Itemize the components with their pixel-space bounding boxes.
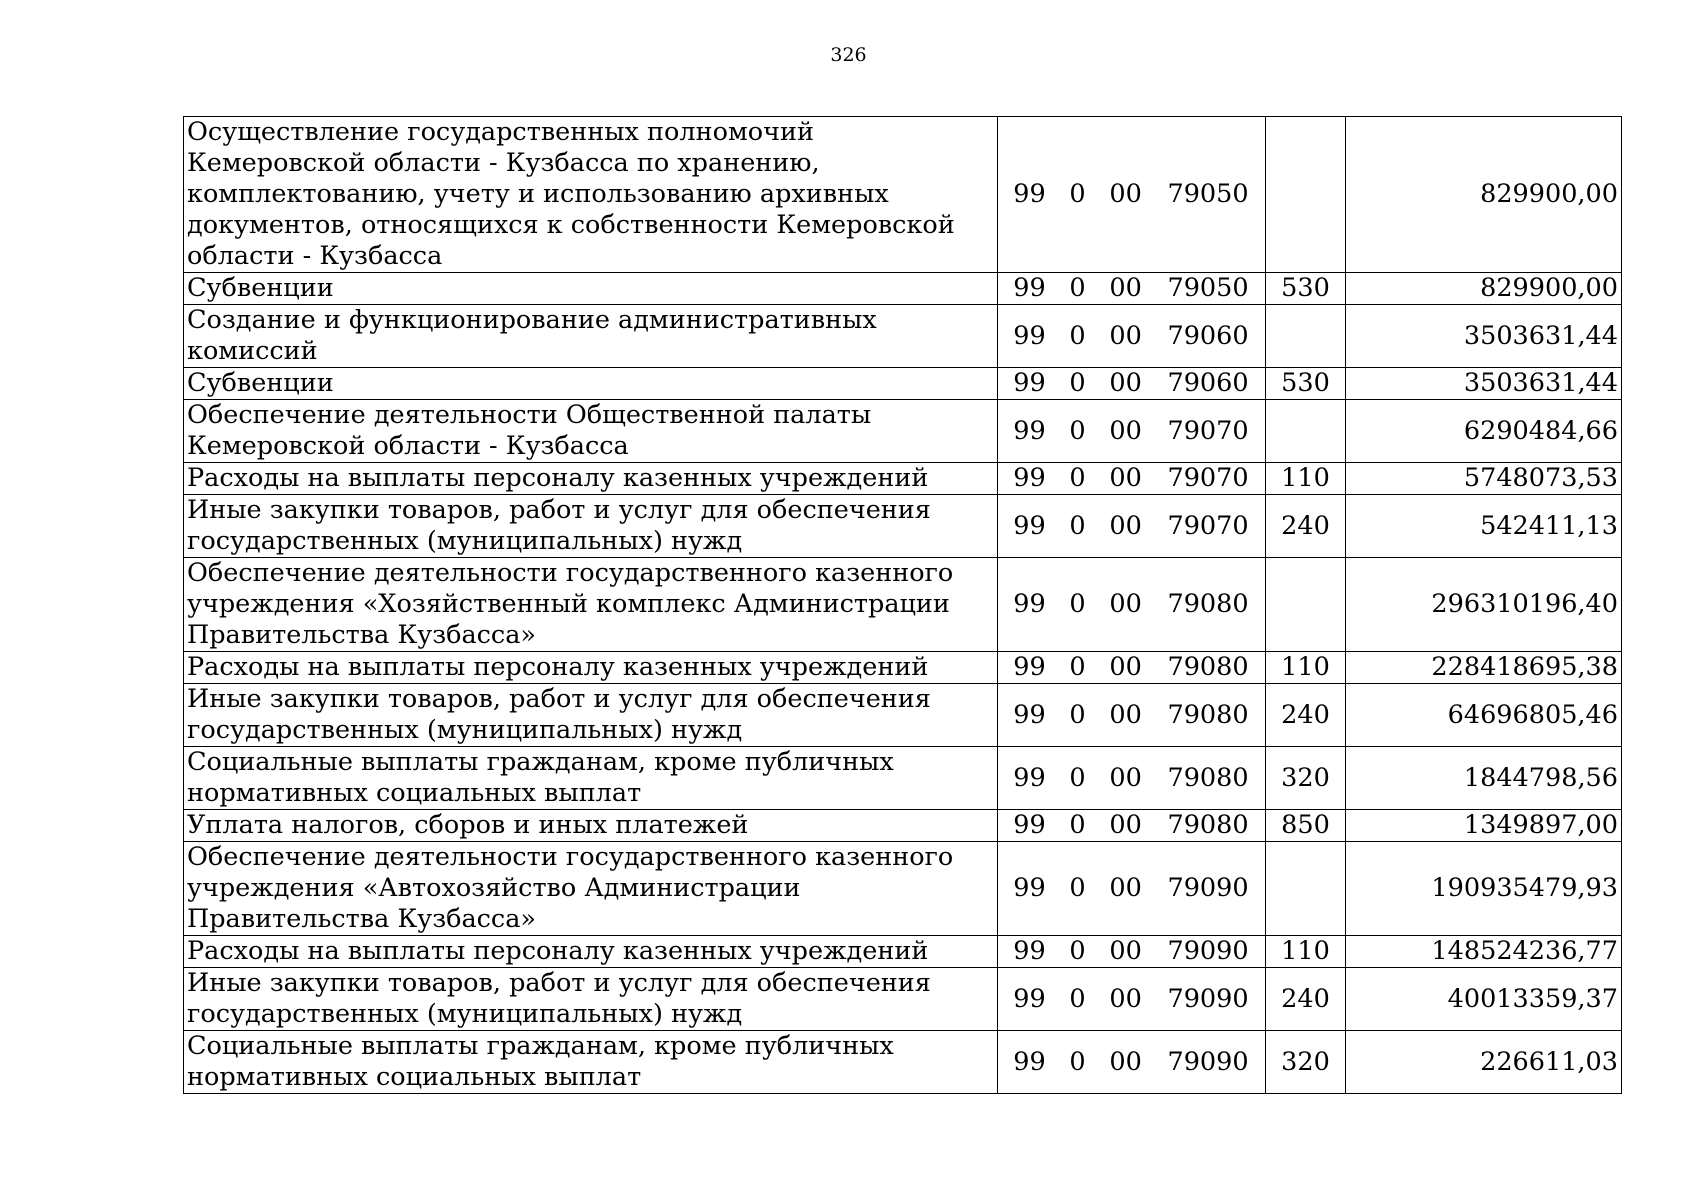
expense-name: Иные закупки товаров, работ и услуг для обеспечения государственных (муниципальных) нужд — [184, 968, 998, 1031]
table-row — [184, 810, 1622, 842]
target-article-code — [998, 747, 1266, 810]
amount: 148524236,77 — [1346, 936, 1622, 968]
code-part-c4: 79080 — [1167, 699, 1249, 730]
budget-table-body — [184, 117, 1622, 1094]
code-part-c1: 99 — [1013, 652, 1046, 682]
target-article-code — [998, 1031, 1266, 1094]
code-part-c3: 00 — [1109, 652, 1142, 682]
amount: 226611,03 — [1346, 1031, 1622, 1094]
expense-name: Расходы на выплаты персоналу казенных учреждений — [184, 463, 998, 495]
expense-type-code — [1266, 400, 1346, 463]
code-part-c3: 00 — [1109, 510, 1142, 541]
code-part-c2: 0 — [1069, 415, 1086, 446]
target-article-code — [998, 810, 1266, 842]
table-row — [184, 652, 1622, 684]
amount: 64696805,46 — [1346, 684, 1622, 747]
table-row — [184, 558, 1622, 652]
amount: 829900,00 — [1346, 117, 1622, 273]
code-part-c1: 99 — [1013, 589, 1046, 619]
code-part-c4: 79080 — [1167, 810, 1249, 840]
amount: 542411,13 — [1346, 495, 1622, 558]
budget-table — [183, 116, 1622, 1094]
code-part-c2: 0 — [1069, 873, 1086, 903]
table-row — [184, 747, 1622, 810]
target-article-code — [998, 463, 1266, 495]
code-part-c3: 00 — [1109, 983, 1142, 1014]
amount: 1844798,56 — [1346, 747, 1622, 810]
target-article-code — [998, 117, 1266, 273]
target-article-code — [998, 558, 1266, 652]
code-part-c4: 79080 — [1167, 762, 1249, 793]
table-row — [184, 1031, 1622, 1094]
expense-name: Обеспечение деятельности Общественной палаты Кемеровской области - Кузбасса — [184, 400, 998, 463]
code-part-c3: 00 — [1109, 415, 1142, 446]
table-row — [184, 400, 1622, 463]
expense-name: Социальные выплаты гражданам, кроме публичных нормативных социальных выплат — [184, 747, 998, 810]
target-article-code — [998, 968, 1266, 1031]
code-part-c2: 0 — [1069, 463, 1086, 493]
table-row — [184, 842, 1622, 936]
amount: 3503631,44 — [1346, 368, 1622, 400]
expense-type-code — [1266, 558, 1346, 652]
code-part-c2: 0 — [1069, 179, 1086, 209]
expense-type-code: 240 — [1266, 968, 1346, 1031]
expense-name: Осуществление государственных полномочий Кемеровской области - Кузбасса по хранению, комплектованию, учету и использованию архивных документов, относящихся к собственности Кемеровской области - Кузбасса — [184, 117, 998, 273]
code-part-c4: 79090 — [1167, 873, 1249, 903]
code-part-c2: 0 — [1069, 983, 1086, 1014]
amount: 829900,00 — [1346, 273, 1622, 305]
code-part-c1: 99 — [1013, 1046, 1046, 1077]
code-part-c2: 0 — [1069, 810, 1086, 840]
expense-name: Иные закупки товаров, работ и услуг для обеспечения государственных (муниципальных) нужд — [184, 684, 998, 747]
code-part-c3: 00 — [1109, 368, 1142, 398]
code-part-c4: 79090 — [1167, 983, 1249, 1014]
expense-type-code: 530 — [1266, 368, 1346, 400]
code-part-c2: 0 — [1069, 1046, 1086, 1077]
table-row — [184, 684, 1622, 747]
amount: 296310196,40 — [1346, 558, 1622, 652]
code-part-c3: 00 — [1109, 762, 1142, 793]
expense-type-code: 240 — [1266, 684, 1346, 747]
code-part-c1: 99 — [1013, 699, 1046, 730]
code-part-c4: 79080 — [1167, 589, 1249, 619]
expense-type-code: 240 — [1266, 495, 1346, 558]
code-part-c3: 00 — [1109, 699, 1142, 730]
code-part-c1: 99 — [1013, 320, 1046, 351]
table-row — [184, 936, 1622, 968]
code-part-c3: 00 — [1109, 463, 1142, 493]
code-part-c3: 00 — [1109, 936, 1142, 966]
amount: 190935479,93 — [1346, 842, 1622, 936]
expense-type-code — [1266, 305, 1346, 368]
code-part-c3: 00 — [1109, 320, 1142, 351]
expense-type-code: 320 — [1266, 1031, 1346, 1094]
code-part-c1: 99 — [1013, 873, 1046, 903]
expense-type-code: 110 — [1266, 463, 1346, 495]
code-part-c3: 00 — [1109, 810, 1142, 840]
code-part-c3: 00 — [1109, 179, 1142, 209]
expense-type-code — [1266, 842, 1346, 936]
expense-name: Иные закупки товаров, работ и услуг для обеспечения государственных (муниципальных) нужд — [184, 495, 998, 558]
amount: 3503631,44 — [1346, 305, 1622, 368]
code-part-c1: 99 — [1013, 415, 1046, 446]
code-part-c1: 99 — [1013, 463, 1046, 493]
code-part-c4: 79070 — [1167, 415, 1249, 446]
code-part-c2: 0 — [1069, 762, 1086, 793]
code-part-c2: 0 — [1069, 320, 1086, 351]
code-part-c4: 79060 — [1167, 320, 1249, 351]
target-article-code — [998, 495, 1266, 558]
table-row — [184, 368, 1622, 400]
table-row — [184, 463, 1622, 495]
code-part-c4: 79060 — [1167, 368, 1249, 398]
target-article-code — [998, 684, 1266, 747]
target-article-code — [998, 305, 1266, 368]
target-article-code — [998, 400, 1266, 463]
expense-name: Создание и функционирование административных комиссий — [184, 305, 998, 368]
expense-name: Социальные выплаты гражданам, кроме публичных нормативных социальных выплат — [184, 1031, 998, 1094]
table-row — [184, 273, 1622, 305]
code-part-c1: 99 — [1013, 179, 1046, 209]
code-part-c1: 99 — [1013, 810, 1046, 840]
expense-type-code: 850 — [1266, 810, 1346, 842]
amount: 228418695,38 — [1346, 652, 1622, 684]
expense-name: Уплата налогов, сборов и иных платежей — [184, 810, 998, 842]
code-part-c3: 00 — [1109, 1046, 1142, 1077]
table-row — [184, 117, 1622, 273]
table-row — [184, 968, 1622, 1031]
code-part-c1: 99 — [1013, 983, 1046, 1014]
code-part-c1: 99 — [1013, 936, 1046, 966]
code-part-c4: 79090 — [1167, 936, 1249, 966]
expense-name: Обеспечение деятельности государственного казенного учреждения «Автохозяйство Администрации Правительства Кузбасса» — [184, 842, 998, 936]
target-article-code — [998, 273, 1266, 305]
code-part-c4: 79070 — [1167, 463, 1249, 493]
code-part-c3: 00 — [1109, 873, 1142, 903]
code-part-c1: 99 — [1013, 368, 1046, 398]
code-part-c2: 0 — [1069, 589, 1086, 619]
expense-type-code — [1266, 117, 1346, 273]
expense-type-code: 110 — [1266, 652, 1346, 684]
code-part-c1: 99 — [1013, 510, 1046, 541]
expense-type-code: 530 — [1266, 273, 1346, 305]
expense-name: Расходы на выплаты персоналу казенных учреждений — [184, 936, 998, 968]
code-part-c2: 0 — [1069, 273, 1086, 303]
code-part-c2: 0 — [1069, 368, 1086, 398]
code-part-c4: 79050 — [1167, 273, 1249, 303]
target-article-code — [998, 368, 1266, 400]
target-article-code — [998, 936, 1266, 968]
amount: 5748073,53 — [1346, 463, 1622, 495]
expense-name: Субвенции — [184, 273, 998, 305]
expense-name: Субвенции — [184, 368, 998, 400]
expense-name: Расходы на выплаты персоналу казенных учреждений — [184, 652, 998, 684]
expense-type-code: 320 — [1266, 747, 1346, 810]
amount: 40013359,37 — [1346, 968, 1622, 1031]
code-part-c4: 79080 — [1167, 652, 1249, 682]
expense-name: Обеспечение деятельности государственного казенного учреждения «Хозяйственный комплекс Администрации Правительства Кузбасса» — [184, 558, 998, 652]
code-part-c2: 0 — [1069, 652, 1086, 682]
code-part-c4: 79090 — [1167, 1046, 1249, 1077]
table-row — [184, 495, 1622, 558]
amount: 1349897,00 — [1346, 810, 1622, 842]
code-part-c2: 0 — [1069, 510, 1086, 541]
code-part-c2: 0 — [1069, 699, 1086, 730]
amount: 6290484,66 — [1346, 400, 1622, 463]
code-part-c1: 99 — [1013, 273, 1046, 303]
code-part-c3: 00 — [1109, 273, 1142, 303]
code-part-c1: 99 — [1013, 762, 1046, 793]
expense-type-code: 110 — [1266, 936, 1346, 968]
code-part-c4: 79050 — [1167, 179, 1249, 209]
target-article-code — [998, 652, 1266, 684]
code-part-c2: 0 — [1069, 936, 1086, 966]
page-number: 326 — [830, 44, 867, 66]
code-part-c4: 79070 — [1167, 510, 1249, 541]
table-row — [184, 305, 1622, 368]
code-part-c3: 00 — [1109, 589, 1142, 619]
target-article-code — [998, 842, 1266, 936]
